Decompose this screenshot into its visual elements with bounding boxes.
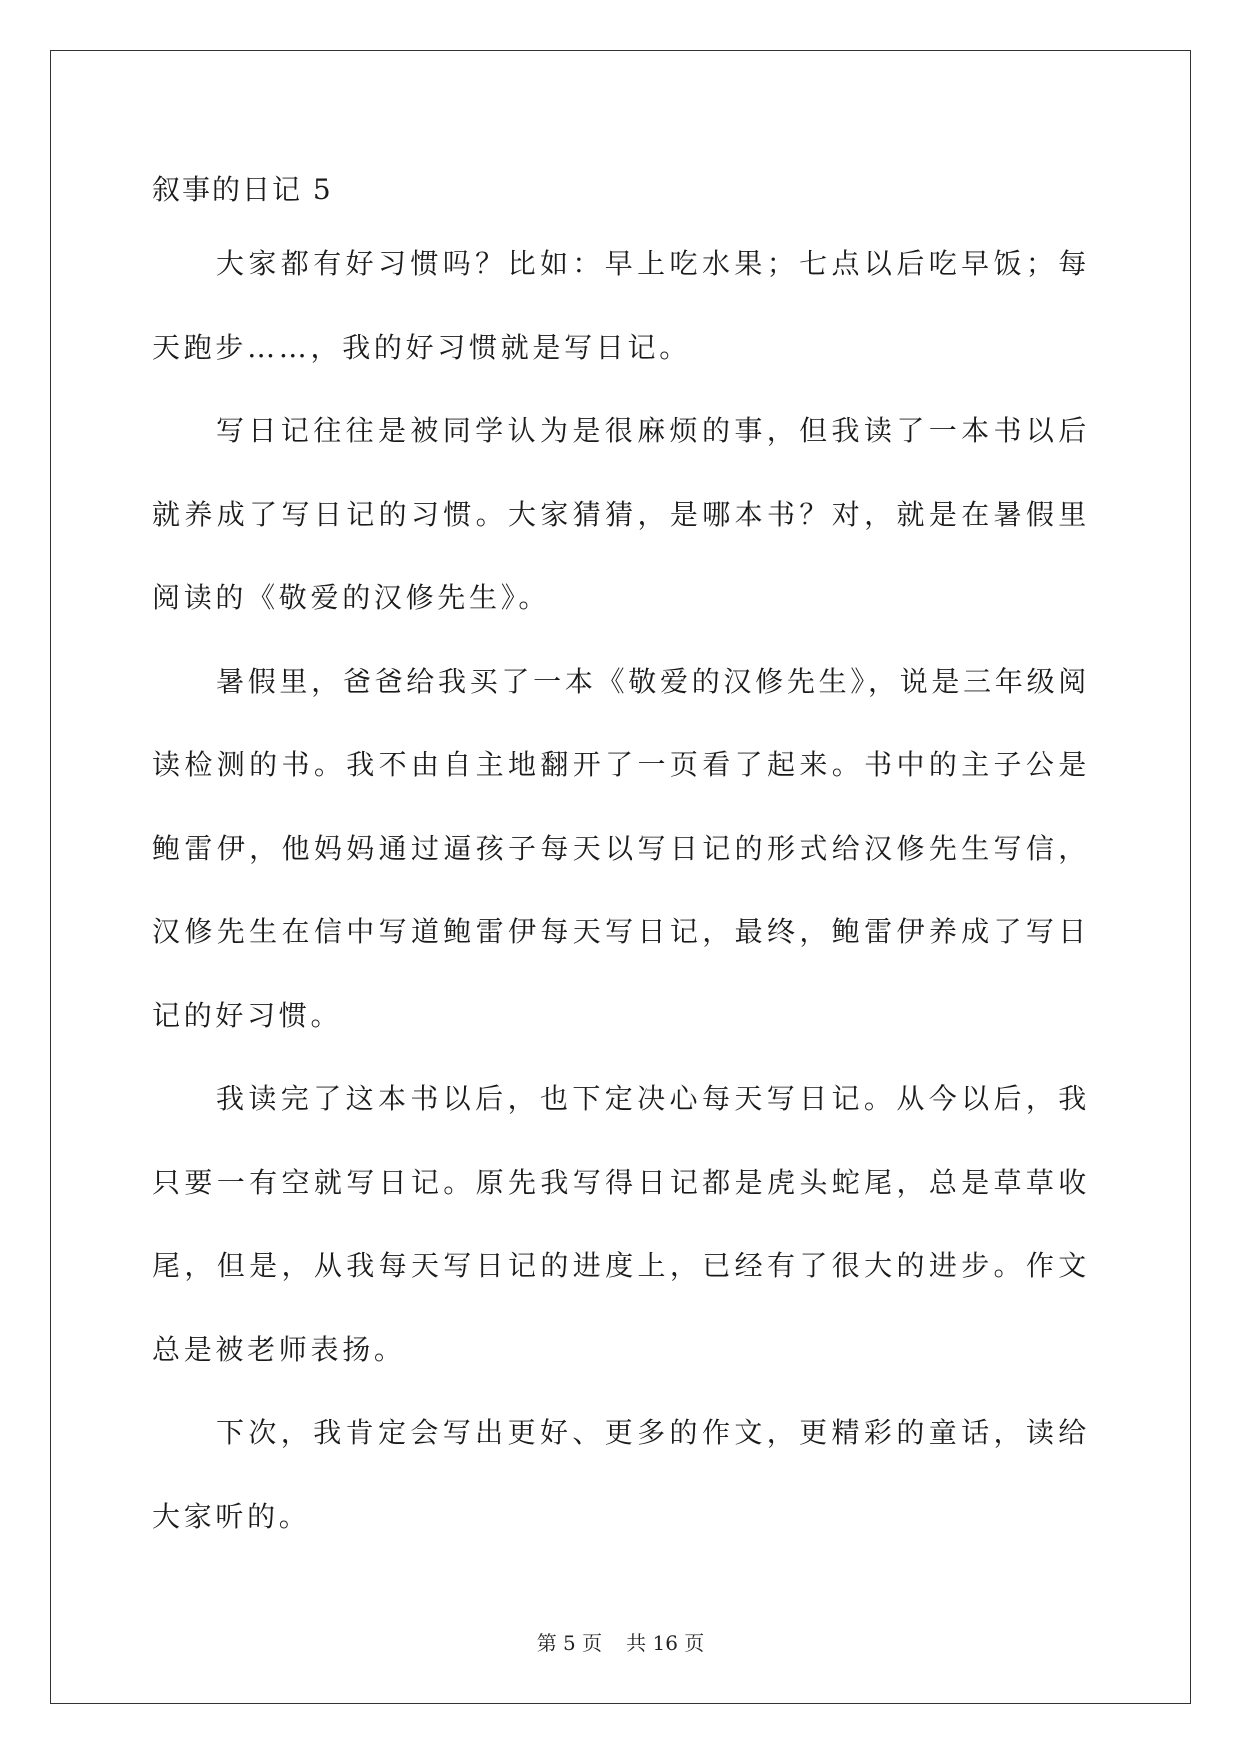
paragraph-1: 大家都有好习惯吗？比如：早上吃水果；七点以后吃早饭；每天跑步……，我的好习惯就是写日记。: [152, 247, 1090, 364]
document-body: [152, 160, 1090, 1558]
paragraph-3: 暑假里，爸爸给我买了一本《敬爱的汉修先生》，说是三年级阅读检测的书。我不由自主地翻开了一页看了起来。书中的主子公是鲍雷伊，他妈妈通过逼孩子每天以写日记的形式给汉修先生写信，汉修先生在信中写道鲍雷伊每天写日记，最终，鲍雷伊养成了写日记的好习惯。: [152, 664, 1090, 1032]
paragraph-4: 我读完了这本书以后，也下定决心每天写日记。从今以后，我只要一有空就写日记。原先我写得日记都是虎头蛇尾，总是草草收尾，但是，从我每天写日记的进度上，已经有了很大的进步。作文总是被老师表扬。: [152, 1082, 1090, 1366]
page-total: 共 16 页: [626, 1631, 705, 1655]
document-title: 叙事的日记 5: [152, 173, 333, 206]
paragraph-2: 写日记往往是被同学认为是很麻烦的事，但我读了一本书以后就养成了写日记的习惯。大家猜猜，是哪本书？对，就是在暑假里阅读的《敬爱的汉修先生》。: [152, 414, 1090, 614]
paragraph-5: 下次，我肯定会写出更好、更多的作文，更精彩的童话，读给大家听的。: [152, 1416, 1090, 1533]
page-number: 第 5 页: [536, 1631, 603, 1655]
page-footer: [0, 1630, 1241, 1656]
